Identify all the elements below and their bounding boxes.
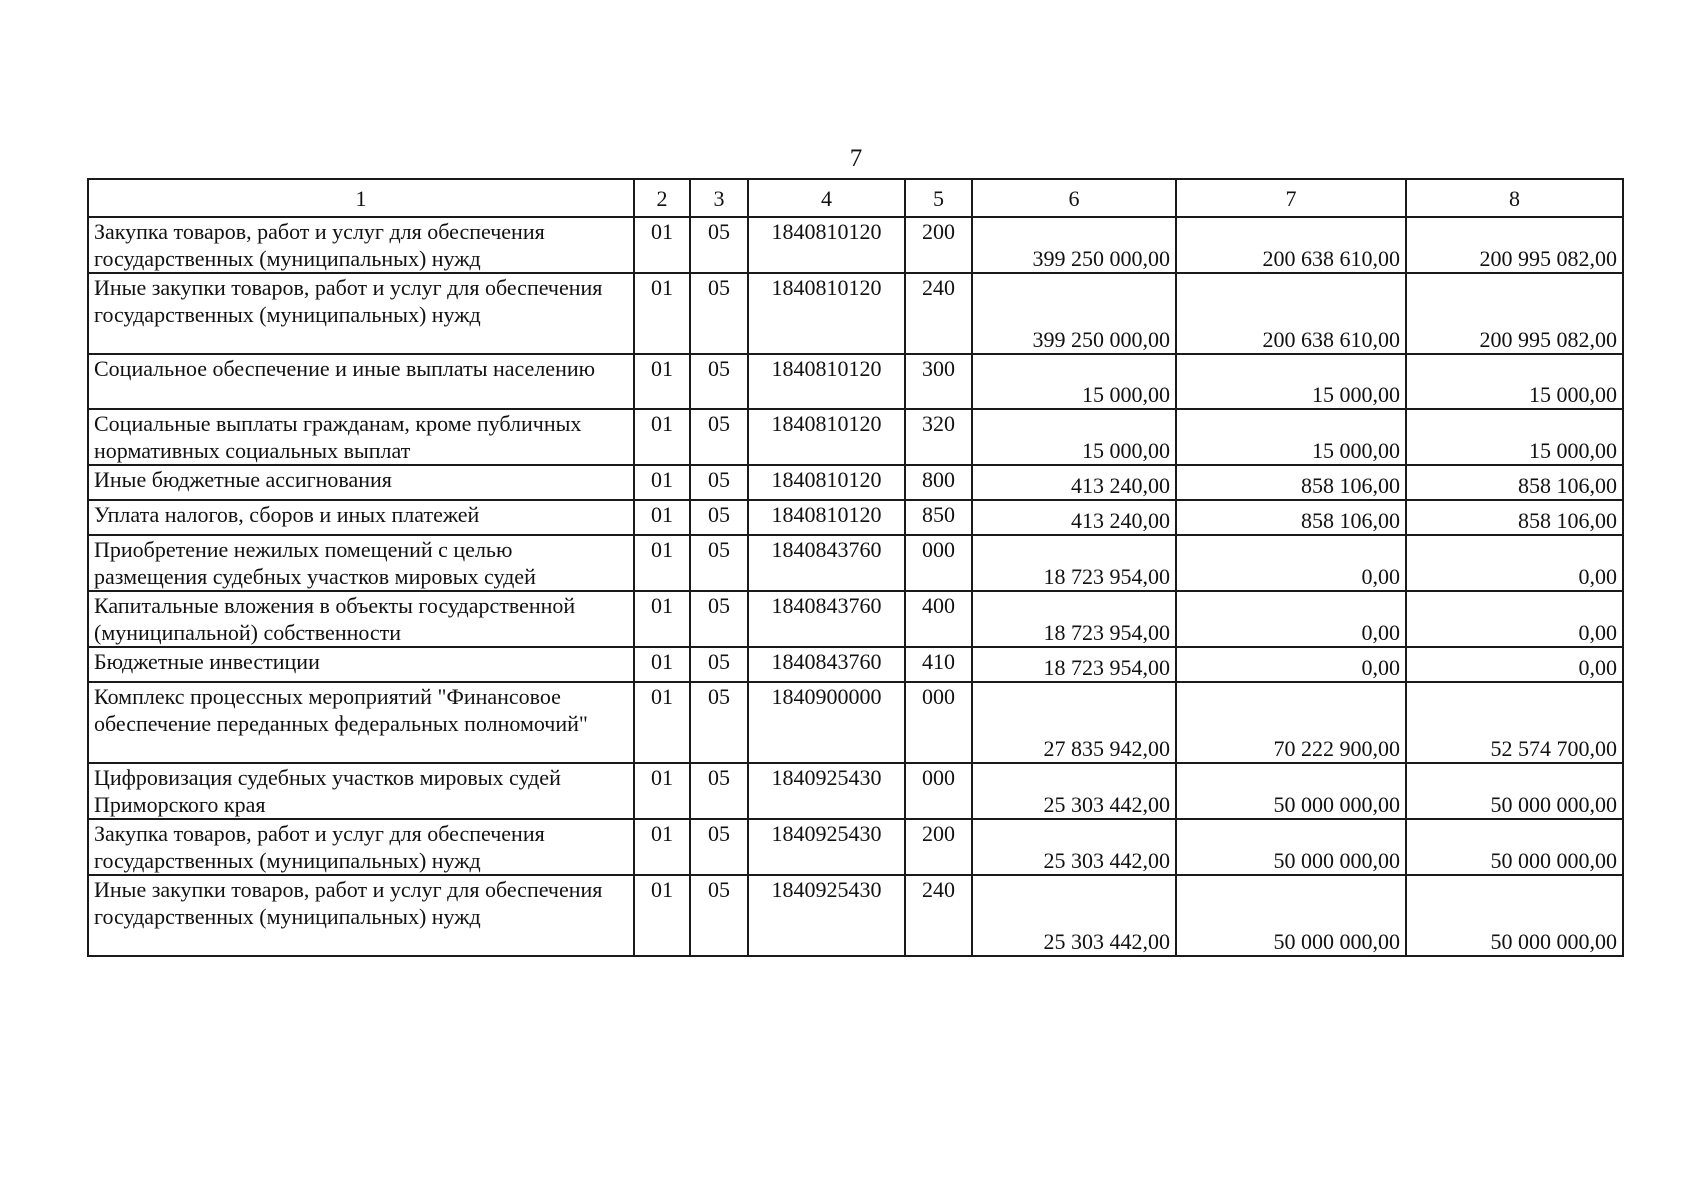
cell-subsection: 05 — [690, 819, 748, 875]
cell-amount-col7: 0,00 — [1176, 591, 1406, 647]
cell-section: 01 — [634, 682, 690, 763]
cell-amount-col8: 15 000,00 — [1406, 409, 1623, 465]
table-row — [88, 819, 1623, 875]
cell-amount-col6: 15 000,00 — [972, 409, 1176, 465]
cell-amount-col6: 15 000,00 — [972, 354, 1176, 409]
cell-subsection: 05 — [690, 535, 748, 591]
cell-name: Приобретение нежилых помещений с целью размещения судебных участков мировых судей — [88, 535, 634, 591]
cell-section: 01 — [634, 819, 690, 875]
table-row — [88, 535, 1623, 591]
cell-section: 01 — [634, 875, 690, 956]
cell-amount-col7: 858 106,00 — [1176, 500, 1406, 535]
cell-amount-col7: 15 000,00 — [1176, 354, 1406, 409]
cell-subsection: 05 — [690, 273, 748, 354]
cell-target-article: 1840810120 — [748, 217, 905, 273]
cell-amount-col7: 70 222 900,00 — [1176, 682, 1406, 763]
cell-amount-col6: 25 303 442,00 — [972, 819, 1176, 875]
cell-subsection: 05 — [690, 682, 748, 763]
table-row — [88, 875, 1623, 956]
cell-amount-col6: 25 303 442,00 — [972, 875, 1176, 956]
cell-amount-col7: 200 638 610,00 — [1176, 273, 1406, 354]
cell-name: Иные бюджетные ассигнования — [88, 465, 634, 500]
cell-amount-col7: 15 000,00 — [1176, 409, 1406, 465]
cell-subsection: 05 — [690, 465, 748, 500]
cell-subsection: 05 — [690, 409, 748, 465]
cell-section: 01 — [634, 409, 690, 465]
cell-name: Социальные выплаты гражданам, кроме публичных нормативных социальных выплат — [88, 409, 634, 465]
cell-expense-type: 850 — [905, 500, 972, 535]
cell-expense-type: 400 — [905, 591, 972, 647]
cell-amount-col8: 200 995 082,00 — [1406, 217, 1623, 273]
cell-name: Бюджетные инвестиции — [88, 647, 634, 682]
cell-amount-col7: 50 000 000,00 — [1176, 875, 1406, 956]
cell-target-article: 1840810120 — [748, 409, 905, 465]
cell-expense-type: 000 — [905, 682, 972, 763]
cell-amount-col7: 858 106,00 — [1176, 465, 1406, 500]
cell-amount-col8: 50 000 000,00 — [1406, 819, 1623, 875]
cell-subsection: 05 — [690, 354, 748, 409]
table-row — [88, 273, 1623, 354]
cell-name: Закупка товаров, работ и услуг для обеспечения государственных (муниципальных) нужд — [88, 217, 634, 273]
cell-expense-type: 320 — [905, 409, 972, 465]
cell-section: 01 — [634, 500, 690, 535]
cell-name: Цифровизация судебных участков мировых судей Приморского края — [88, 763, 634, 819]
cell-expense-type: 240 — [905, 875, 972, 956]
cell-section: 01 — [634, 217, 690, 273]
page-number: 7 — [849, 145, 863, 172]
cell-expense-type: 200 — [905, 217, 972, 273]
cell-amount-col8: 858 106,00 — [1406, 465, 1623, 500]
cell-target-article: 1840843760 — [748, 591, 905, 647]
cell-amount-col7: 0,00 — [1176, 535, 1406, 591]
cell-section: 01 — [634, 354, 690, 409]
cell-amount-col8: 0,00 — [1406, 591, 1623, 647]
cell-amount-col6: 27 835 942,00 — [972, 682, 1176, 763]
column-header-4: 4 — [748, 179, 905, 217]
column-header-8: 8 — [1406, 179, 1623, 217]
cell-amount-col6: 399 250 000,00 — [972, 273, 1176, 354]
table-row — [88, 217, 1623, 273]
cell-name: Закупка товаров, работ и услуг для обеспечения государственных (муниципальных) нужд — [88, 819, 634, 875]
column-header-1: 1 — [88, 179, 634, 217]
cell-amount-col8: 0,00 — [1406, 535, 1623, 591]
cell-target-article: 1840810120 — [748, 500, 905, 535]
table-row — [88, 682, 1623, 763]
cell-section: 01 — [634, 535, 690, 591]
cell-amount-col6: 413 240,00 — [972, 465, 1176, 500]
cell-section: 01 — [634, 591, 690, 647]
cell-target-article: 1840810120 — [748, 465, 905, 500]
cell-amount-col8: 200 995 082,00 — [1406, 273, 1623, 354]
cell-subsection: 05 — [690, 500, 748, 535]
cell-expense-type: 800 — [905, 465, 972, 500]
cell-amount-col6: 413 240,00 — [972, 500, 1176, 535]
cell-target-article: 1840900000 — [748, 682, 905, 763]
cell-target-article: 1840843760 — [748, 647, 905, 682]
cell-section: 01 — [634, 465, 690, 500]
cell-target-article: 1840925430 — [748, 819, 905, 875]
column-header-6: 6 — [972, 179, 1176, 217]
cell-amount-col8: 15 000,00 — [1406, 354, 1623, 409]
cell-expense-type: 000 — [905, 763, 972, 819]
cell-expense-type: 000 — [905, 535, 972, 591]
column-header-5: 5 — [905, 179, 972, 217]
table-row — [88, 409, 1623, 465]
cell-section: 01 — [634, 763, 690, 819]
cell-name: Иные закупки товаров, работ и услуг для обеспечения государственных (муниципальных) нужд — [88, 875, 634, 956]
budget-table — [87, 178, 1624, 957]
cell-amount-col8: 858 106,00 — [1406, 500, 1623, 535]
cell-amount-col6: 18 723 954,00 — [972, 647, 1176, 682]
cell-expense-type: 240 — [905, 273, 972, 354]
cell-target-article: 1840810120 — [748, 354, 905, 409]
cell-target-article: 1840925430 — [748, 875, 905, 956]
cell-amount-col6: 18 723 954,00 — [972, 591, 1176, 647]
cell-name: Иные закупки товаров, работ и услуг для обеспечения государственных (муниципальных) нужд — [88, 273, 634, 354]
table-row — [88, 763, 1623, 819]
cell-amount-col7: 0,00 — [1176, 647, 1406, 682]
cell-amount-col7: 50 000 000,00 — [1176, 819, 1406, 875]
cell-amount-col7: 200 638 610,00 — [1176, 217, 1406, 273]
column-header-3: 3 — [690, 179, 748, 217]
cell-subsection: 05 — [690, 591, 748, 647]
table-header-row — [88, 179, 1623, 217]
cell-target-article: 1840925430 — [748, 763, 905, 819]
table-row — [88, 647, 1623, 682]
cell-subsection: 05 — [690, 875, 748, 956]
cell-target-article: 1840843760 — [748, 535, 905, 591]
cell-amount-col8: 50 000 000,00 — [1406, 875, 1623, 956]
cell-expense-type: 410 — [905, 647, 972, 682]
cell-amount-col8: 52 574 700,00 — [1406, 682, 1623, 763]
cell-name: Капитальные вложения в объекты государственной (муниципальной) собственности — [88, 591, 634, 647]
cell-subsection: 05 — [690, 217, 748, 273]
cell-target-article: 1840810120 — [748, 273, 905, 354]
cell-expense-type: 300 — [905, 354, 972, 409]
cell-amount-col8: 50 000 000,00 — [1406, 763, 1623, 819]
cell-name: Комплекс процессных мероприятий "Финансовое обеспечение переданных федеральных полномочий" — [88, 682, 634, 763]
cell-amount-col7: 50 000 000,00 — [1176, 763, 1406, 819]
cell-subsection: 05 — [690, 763, 748, 819]
cell-section: 01 — [634, 647, 690, 682]
cell-subsection: 05 — [690, 647, 748, 682]
table-row — [88, 465, 1623, 500]
table-row — [88, 500, 1623, 535]
cell-amount-col6: 18 723 954,00 — [972, 535, 1176, 591]
column-header-7: 7 — [1176, 179, 1406, 217]
cell-expense-type: 200 — [905, 819, 972, 875]
cell-name: Социальное обеспечение и иные выплаты населению — [88, 354, 634, 409]
table-row — [88, 354, 1623, 409]
cell-amount-col6: 399 250 000,00 — [972, 217, 1176, 273]
cell-section: 01 — [634, 273, 690, 354]
table-body — [88, 179, 1623, 956]
column-header-2: 2 — [634, 179, 690, 217]
table-row — [88, 591, 1623, 647]
cell-amount-col8: 0,00 — [1406, 647, 1623, 682]
cell-name: Уплата налогов, сборов и иных платежей — [88, 500, 634, 535]
cell-amount-col6: 25 303 442,00 — [972, 763, 1176, 819]
